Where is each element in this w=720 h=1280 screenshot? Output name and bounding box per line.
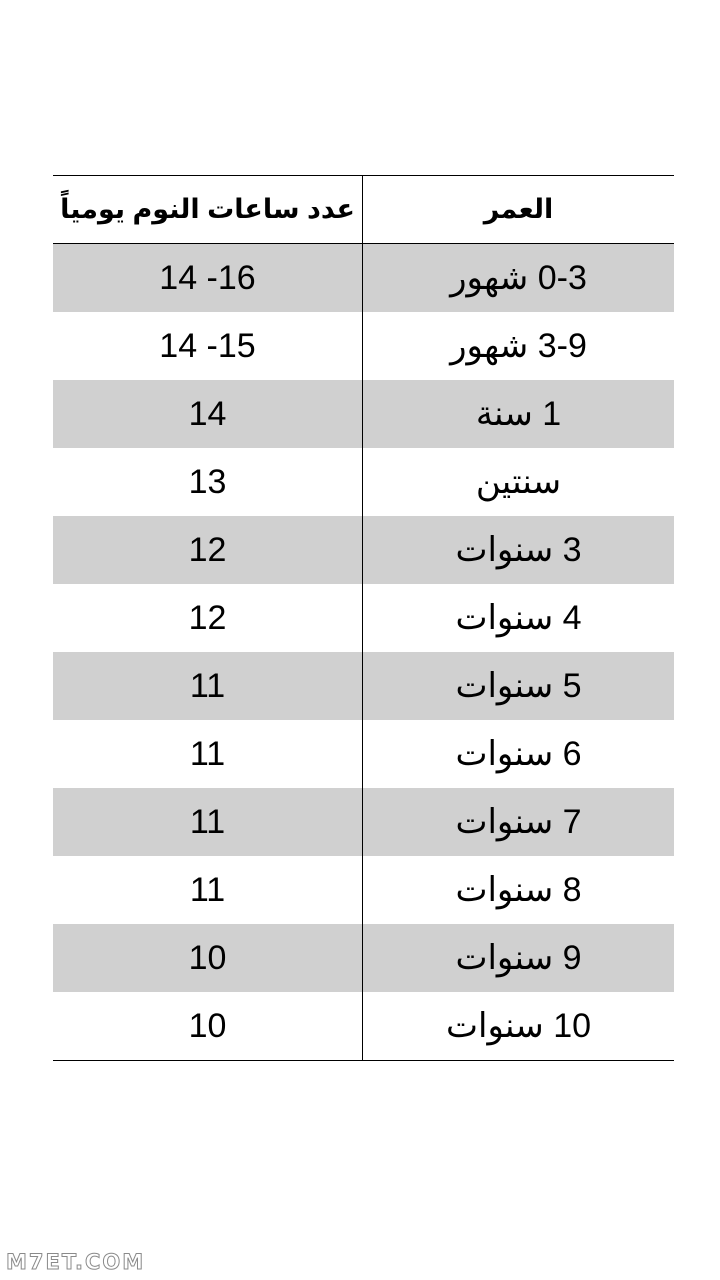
hours-cell: 11 xyxy=(53,652,363,720)
hours-cell: 12 xyxy=(53,516,363,584)
age-cell: 6 سنوات xyxy=(455,735,582,773)
hours-cell: 14 -15 xyxy=(53,312,363,380)
hours-cell: 10 xyxy=(53,924,363,992)
sleep-hours-table xyxy=(53,175,674,1061)
table-row xyxy=(53,516,674,584)
hours-cell: 11 xyxy=(53,788,363,856)
hours-cell: 13 xyxy=(53,448,363,516)
hours-cell: 11 xyxy=(53,720,363,788)
table-row xyxy=(53,788,674,856)
age-cell: 9 سنوات xyxy=(455,939,582,977)
table-row xyxy=(53,380,674,448)
hours-cell: 12 xyxy=(53,584,363,652)
table-row xyxy=(53,924,674,992)
age-cell: 1 سنة xyxy=(475,395,562,433)
age-cell: 3 سنوات xyxy=(455,531,582,569)
table-row xyxy=(53,448,674,516)
site-watermark: M7ET.COM xyxy=(6,1250,146,1274)
table-header-row xyxy=(53,176,674,244)
table-row xyxy=(53,856,674,924)
age-cell: 7 سنوات xyxy=(455,803,582,841)
age-cell: سنتين xyxy=(475,463,562,501)
hours-cell: 14 -16 xyxy=(53,244,363,312)
age-cell: 0-3 شهور xyxy=(450,259,587,297)
age-cell: 8 سنوات xyxy=(455,871,582,909)
age-cell: 3-9 شهور xyxy=(450,327,587,365)
table-row xyxy=(53,244,674,312)
table-row xyxy=(53,720,674,788)
hours-cell: 14 xyxy=(53,380,363,448)
header-age-cell: العمر xyxy=(483,194,554,224)
age-cell: 5 سنوات xyxy=(455,667,582,705)
hours-cell: 11 xyxy=(53,856,363,924)
age-cell: 10 سنوات xyxy=(445,1007,592,1045)
age-cell: 4 سنوات xyxy=(455,599,582,637)
table-row xyxy=(53,584,674,652)
table-row xyxy=(53,992,674,1060)
table-row xyxy=(53,312,674,380)
table-row xyxy=(53,652,674,720)
hours-cell: 10 xyxy=(53,992,363,1060)
header-hours-cell: عدد ساعات النوم يومياً xyxy=(53,176,363,243)
